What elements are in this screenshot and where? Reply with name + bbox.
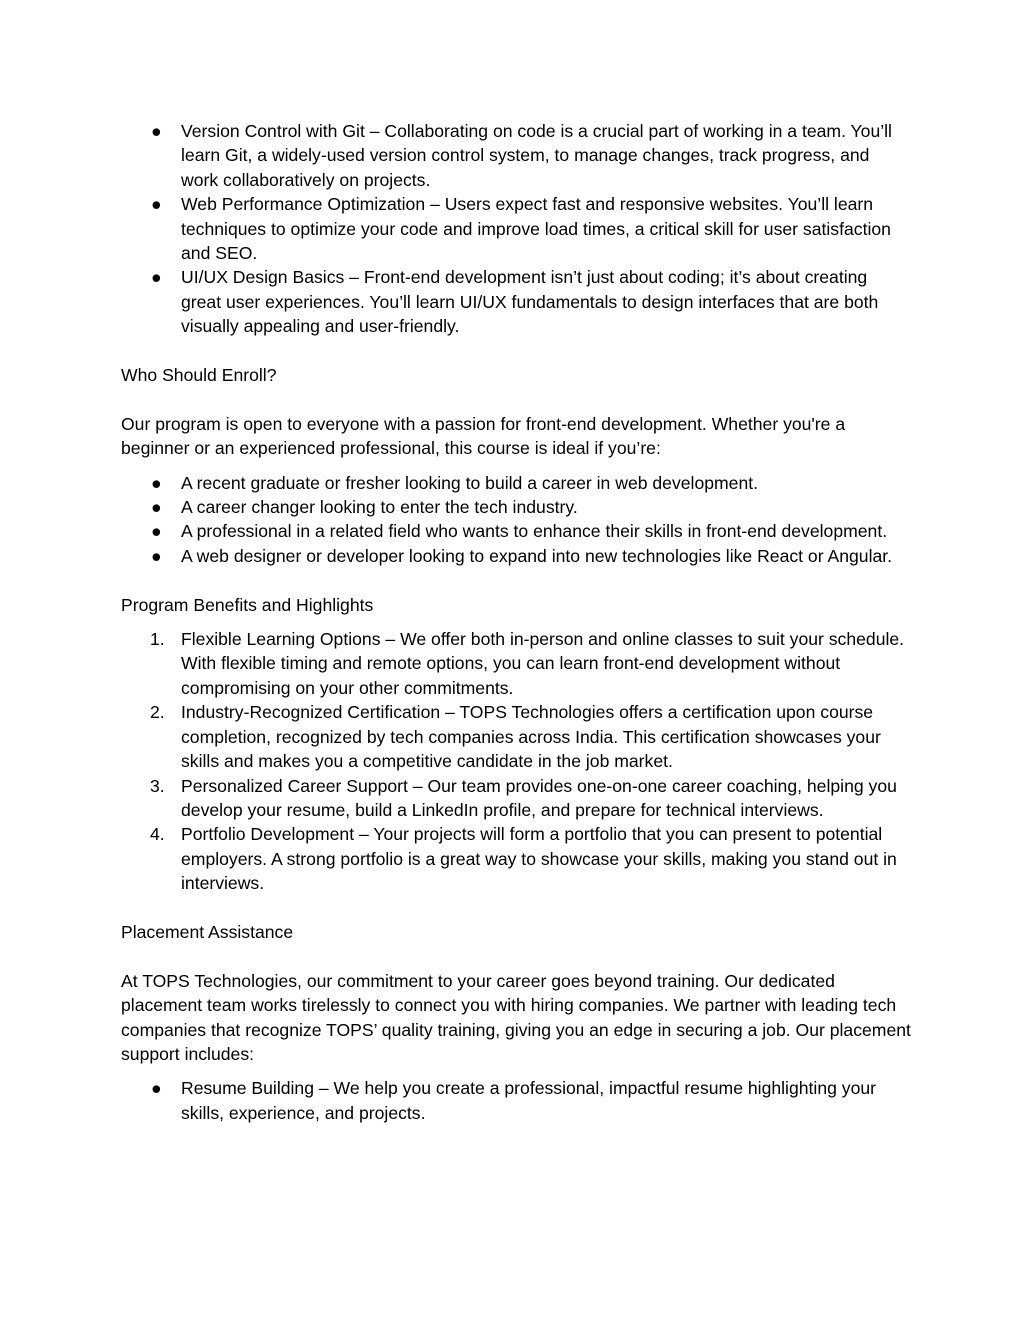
list-item-text: A professional in a related field who wants to enhance their skills in front-end development.	[181, 521, 888, 542]
list-item-text: A career changer looking to enter the tech industry.	[181, 497, 578, 518]
list-item	[121, 265, 911, 338]
list-number: 3.	[150, 775, 165, 796]
list-item-text: UI/UX Design Basics – Front-end development isn’t just about coding; it’s about creating great user experiences. You’ll learn UI/UX fundamentals to design interfaces that are both visually appealing and user-friendly.	[181, 267, 879, 337]
bullet-icon: ●	[151, 1078, 162, 1099]
benefits-numbered-list	[121, 627, 911, 895]
list-item-text: Industry-Recognized Certification – TOPS Technologies offers a certification upon course completion, recognized by tech companies across India. This certification showcases your skills and makes you a competitive candidate in the job market.	[181, 702, 881, 772]
section-heading-program-benefits: Program Benefits and Highlights	[121, 594, 374, 615]
who-should-enroll-list	[121, 471, 911, 569]
list-item	[121, 119, 911, 192]
list-item	[121, 544, 911, 568]
list-item	[121, 192, 911, 265]
document-page	[121, 119, 911, 1125]
bullet-icon: ●	[151, 497, 162, 518]
list-item-text: Personalized Career Support – Our team provides one-on-one career coaching, helping you develop your resume, build a LinkedIn profile, and prepare for technical interviews.	[181, 775, 897, 820]
who-should-enroll-intro: Our program is open to everyone with a passion for front-end development. Whether you're a beginner or an experienced professional, this course is ideal if you’re:	[121, 413, 846, 459]
list-number: 1.	[150, 629, 165, 650]
list-item-text: Portfolio Development – Your projects will form a portfolio that you can present to potential employers. A strong portfolio is a great way to showcase your skills, making you stand out in interviews.	[181, 824, 897, 894]
section-heading-placement-assistance: Placement Assistance	[121, 921, 294, 942]
placement-bullet-list	[121, 1076, 911, 1125]
list-item	[121, 822, 911, 895]
list-item	[121, 471, 911, 495]
list-item	[121, 627, 911, 700]
list-item-text: Web Performance Optimization – Users expect fast and responsive websites. You’ll learn techniques to optimize your code and improve load times, a critical skill for user satisfaction and SEO.	[181, 194, 891, 264]
list-item-text: A recent graduate or fresher looking to build a career in web development.	[181, 472, 759, 493]
intro-bullet-list	[121, 119, 911, 339]
list-number: 4.	[150, 824, 165, 845]
bullet-icon: ●	[151, 545, 162, 566]
list-item	[121, 1076, 911, 1125]
bullet-icon: ●	[151, 472, 162, 493]
list-item	[121, 495, 911, 519]
bullet-icon: ●	[151, 121, 162, 141]
list-item-text: Version Control with Git – Collaborating on code is a crucial part of working in a team. You’ll learn Git, a widely-used version control system, to manage changes, track progress, and work collaboratively on projects.	[181, 121, 892, 190]
list-item	[121, 700, 911, 773]
list-item	[121, 774, 911, 823]
list-item-text: A web designer or developer looking to expand into new technologies like React or Angular.	[181, 545, 893, 566]
bullet-icon: ●	[151, 267, 162, 288]
list-item-text: Flexible Learning Options – We offer both in-person and online classes to suit your schedule. With flexible timing and remote options, you can learn front-end development without compromising on your other commitments.	[181, 629, 905, 698]
list-number: 2.	[150, 702, 165, 723]
bullet-icon: ●	[151, 194, 162, 215]
list-item	[121, 519, 911, 543]
bullet-icon: ●	[151, 521, 162, 542]
section-heading-who-should-enroll: Who Should Enroll?	[121, 365, 277, 386]
list-item-text: Resume Building – We help you create a professional, impactful resume highlighting your skills, experience, and projects.	[181, 1078, 877, 1123]
placement-intro: At TOPS Technologies, our commitment to your career goes beyond training. Our dedicated placement team works tirelessly to connect you with hiring companies. We partner with leading tech companies that recognize TOPS’ quality training, giving you an edge in securing a job. Our placement support includes:	[121, 970, 911, 1064]
